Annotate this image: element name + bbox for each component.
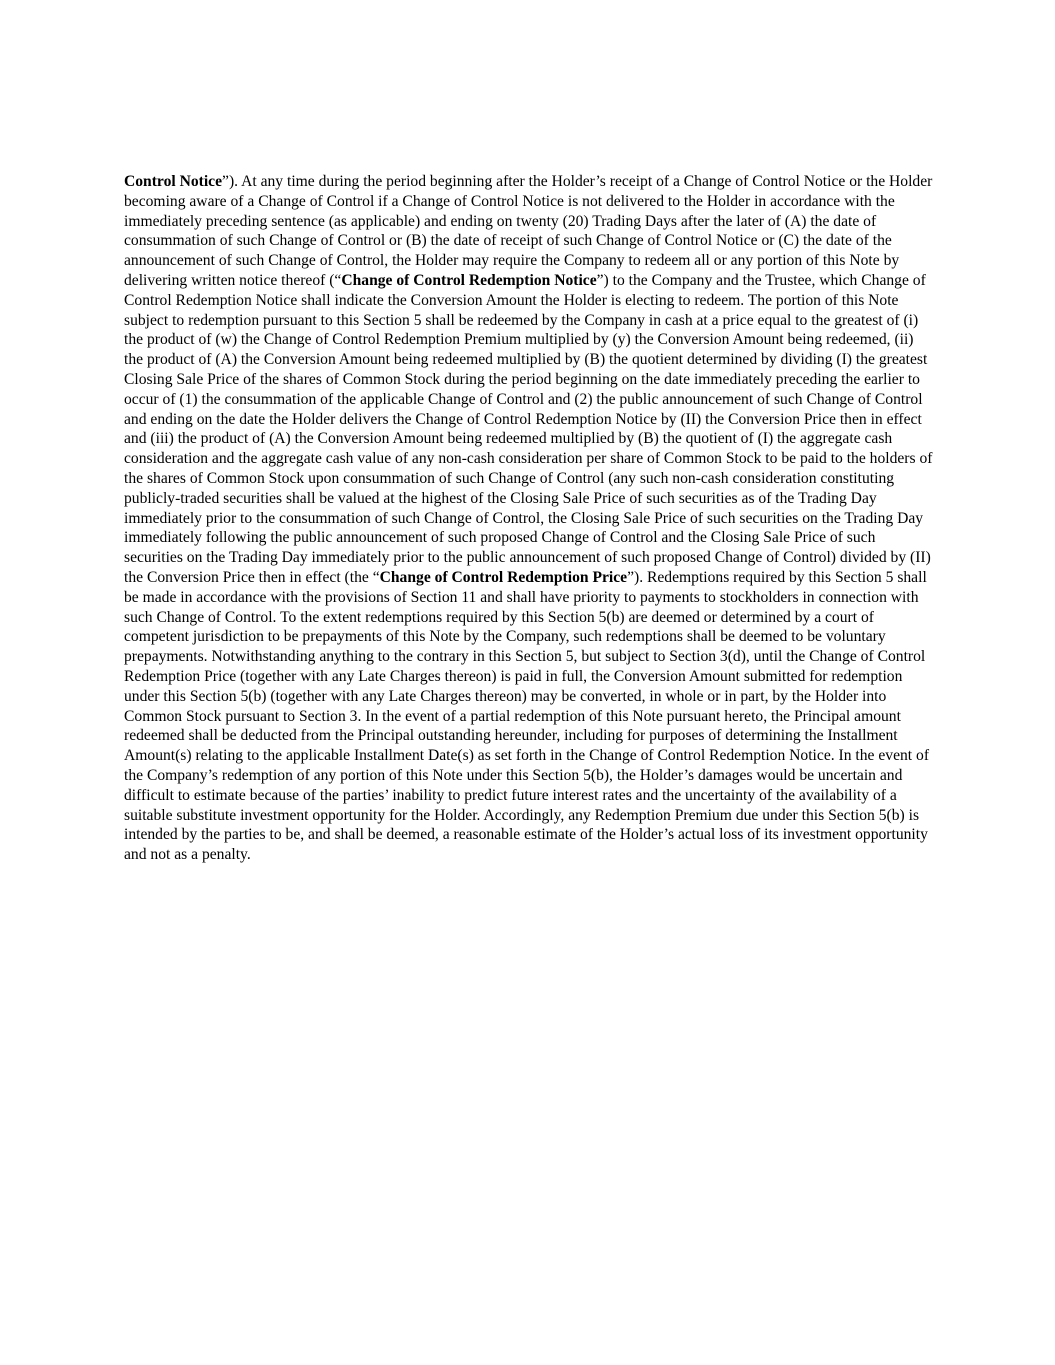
defined-term-change-of-control-redemption-notice: Change of Control Redemption Notice bbox=[341, 271, 597, 289]
paragraph-text-segment: ”) to the Company and the Trustee, which Change of Control Redemption Notice shall indicate the Conversion Amount the Holder is electing to redeem. The portion of this Note subject to redemption pursuant to this Section 5 shall be redeemed by the Company in cash at a price equal to the greatest of (i) the product of (w) the Change of Control Redemption Premium multiplied by (y) the Conversion Amount being redeemed, (ii) the product of (A) the Conversion Amount being redeemed multiplied by (B) the quotient determined by dividing (I) the greatest Closing Sale Price of the shares of Common Stock during the period beginning on the date immediately preceding the earlier to occur of (1) the consummation of the applicable Change of Control and (2) the public announcement of such Change of Control and ending on the date the Holder delivers the Change of Control Redemption Notice by (II) the Conversion Price then in effect and (iii) the product of (A) the Conversion Amount being redeemed multiplied by (B) the quotient of (I) the aggregate cash consideration and the aggregate cash value of any non-cash consideration per share of Common Stock to be paid to the holders of the shares of Common Stock upon consummation of such Change of Control (any such non-cash consideration constituting publicly-traded securities shall be valued at the highest of the Closing Sale Price of such securities as of the Trading Day immediately prior to the consummation of such Change of Control, the Closing Sale Price of such securities on the Trading Day immediately following the public announcement of such proposed Change of Control and the Closing Sale Price of such securities on the Trading Day immediately prior to the public announcement of such proposed Change of Control) divided by (II) the Conversion Price then in effect (the “ bbox=[124, 271, 933, 586]
paragraph-text-segment: ”). At any time during the period beginning after the Holder’s receipt of a Change of Control Notice or the Holder becoming aware of a Change of Control if a Change of Control Notice is not delivered to the Holder in accordance with the immediately preceding sentence (as applicable) and ending on twenty (20) Trading Days after the later of (A) the date of consummation of such Change of Control or (B) the date of receipt of such Change of Control Notice or (C) the date of the announcement of such Change of Control, the Holder may require the Company to redeem all or any portion of this Note by delivering written notice thereof (“ bbox=[124, 173, 933, 289]
defined-term-change-of-control-redemption-price: Change of Control Redemption Price bbox=[379, 568, 628, 586]
paragraph-text-segment: ”). Redemptions required by this Section 5 shall be made in accordance with the provisions of Section 11 and shall have priority to payments to stockholders in connection with such Change of Control. To the extent redemptions required by this Section 5(b) are deemed or determined by a court of competent jurisdiction to be prepayments of this Note by the Company, such redemptions shall be deemed to be voluntary prepayments. Notwithstanding anything to the contrary in this Section 5, but subject to Section 3(d), until the Change of Control Redemption Price (together with any Late Charges thereon) is paid in full, the Conversion Amount submitted for redemption under this Section 5(b) (together with any Late Charges thereon) may be converted, in whole or in part, by the Holder into Common Stock pursuant to Section 3. In the event of a partial redemption of this Note pursuant hereto, the Principal amount redeemed shall be deducted from the Principal outstanding hereunder, including for purposes of determining the Installment Amount(s) relating to the applicable Installment Date(s) as set forth in the Change of Control Redemption Notice. In the event of the Company’s redemption of any portion of this Note under this Section 5(b), the Holder’s damages would be uncertain and difficult to estimate because of the parties’ inability to predict future interest rates and the uncertainty of the availability of a suitable substitute investment opportunity for the Holder. Accordingly, any Redemption Premium due under this Section 5(b) is intended by the parties to be, and shall be deemed, a reasonable estimate of the Holder’s actual loss of its investment opportunity and not as a penalty. bbox=[124, 568, 930, 864]
body-paragraph bbox=[124, 172, 936, 865]
defined-term-change-of-control-notice: Control Notice bbox=[124, 173, 223, 190]
